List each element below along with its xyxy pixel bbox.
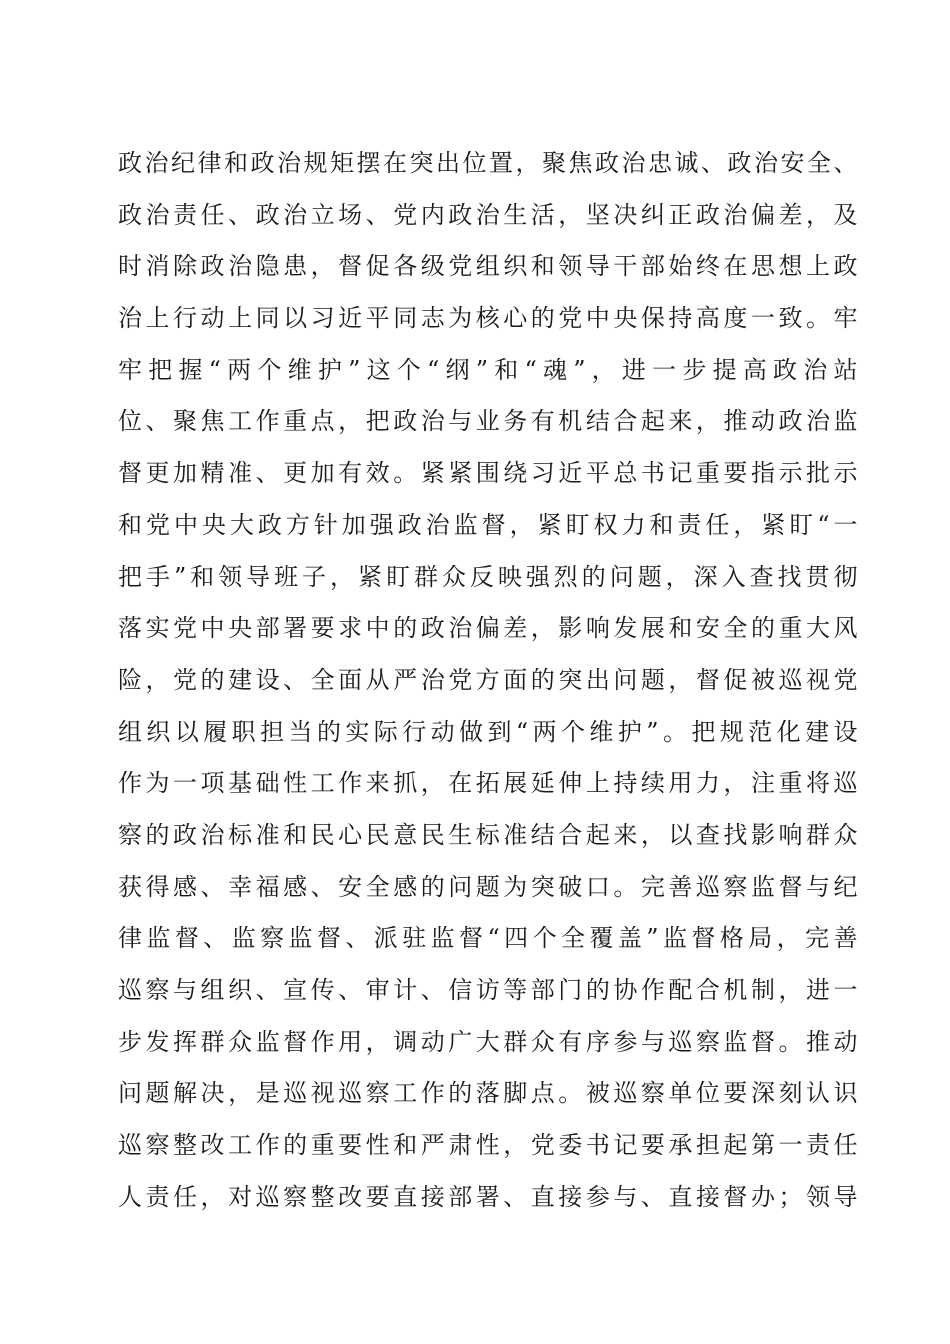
text-line: 时消除政治隐患，督促各级党组织和领导干部始终在思想上政: [118, 252, 858, 281]
text-line: 督更加精准、更加有效。紧紧围绕习近平总书记重要指示批示: [118, 459, 858, 488]
text-line: 牢把握“两个维护”这个“纲”和“魂”，进一步提高政治站: [118, 355, 858, 384]
text-line: 险，党的建设、全面从严治党方面的突出问题，督促被巡视党: [118, 665, 858, 694]
text-line: 位、聚焦工作重点，把政治与业务有机结合起来，推动政治监: [118, 407, 858, 436]
text-line: 作为一项基础性工作来抓，在拓展延伸上持续用力，注重将巡: [118, 769, 858, 798]
text-line: 巡察与组织、宣传、审计、信访等部门的协作配合机制，进一: [118, 976, 858, 1004]
text-line: 治上行动上同以习近平同志为核心的党中央保持高度一致。牢: [118, 304, 858, 333]
body-text: [118, 138, 858, 1223]
text-line: 政治责任、政治立场、党内政治生活，坚决纠正政治偏差，及: [118, 200, 858, 229]
text-line: 步发挥群众监督作用，调动广大群众有序参与巡察监督。推动: [118, 1027, 858, 1056]
text-line: 巡察整改工作的重要性和严肃性，党委书记要承担起第一责任: [118, 1131, 858, 1160]
text-line: 察的政治标准和民心民意民生标准结合起来，以查找影响群众: [118, 820, 858, 849]
text-line: 把手”和领导班子，紧盯群众反映强烈的问题，深入查找贯彻: [118, 562, 858, 591]
text-line: 和党中央大政方针加强政治监督，紧盯权力和责任，紧盯“一: [118, 510, 858, 539]
text-line: 人责任，对巡察整改要直接部署、直接参与、直接督办；领导: [118, 1182, 858, 1211]
text-line: 组织以履职担当的实际行动做到“两个维护”。把规范化建设: [118, 717, 858, 746]
text-line: 问题解决，是巡视巡察工作的落脚点。被巡察单位要深刻认识: [118, 1079, 858, 1108]
text-line: 获得感、幸福感、安全感的问题为突破口。完善巡察监督与纪: [118, 872, 858, 901]
text-line: 政治纪律和政治规矩摆在突出位置，聚焦政治忠诚、政治安全、: [118, 149, 858, 177]
text-line: 落实党中央部署要求中的政治偏差，影响发展和安全的重大风: [118, 614, 858, 643]
text-line: 律监督、监察监督、派驻监督“四个全覆盖”监督格局，完善: [118, 924, 858, 953]
